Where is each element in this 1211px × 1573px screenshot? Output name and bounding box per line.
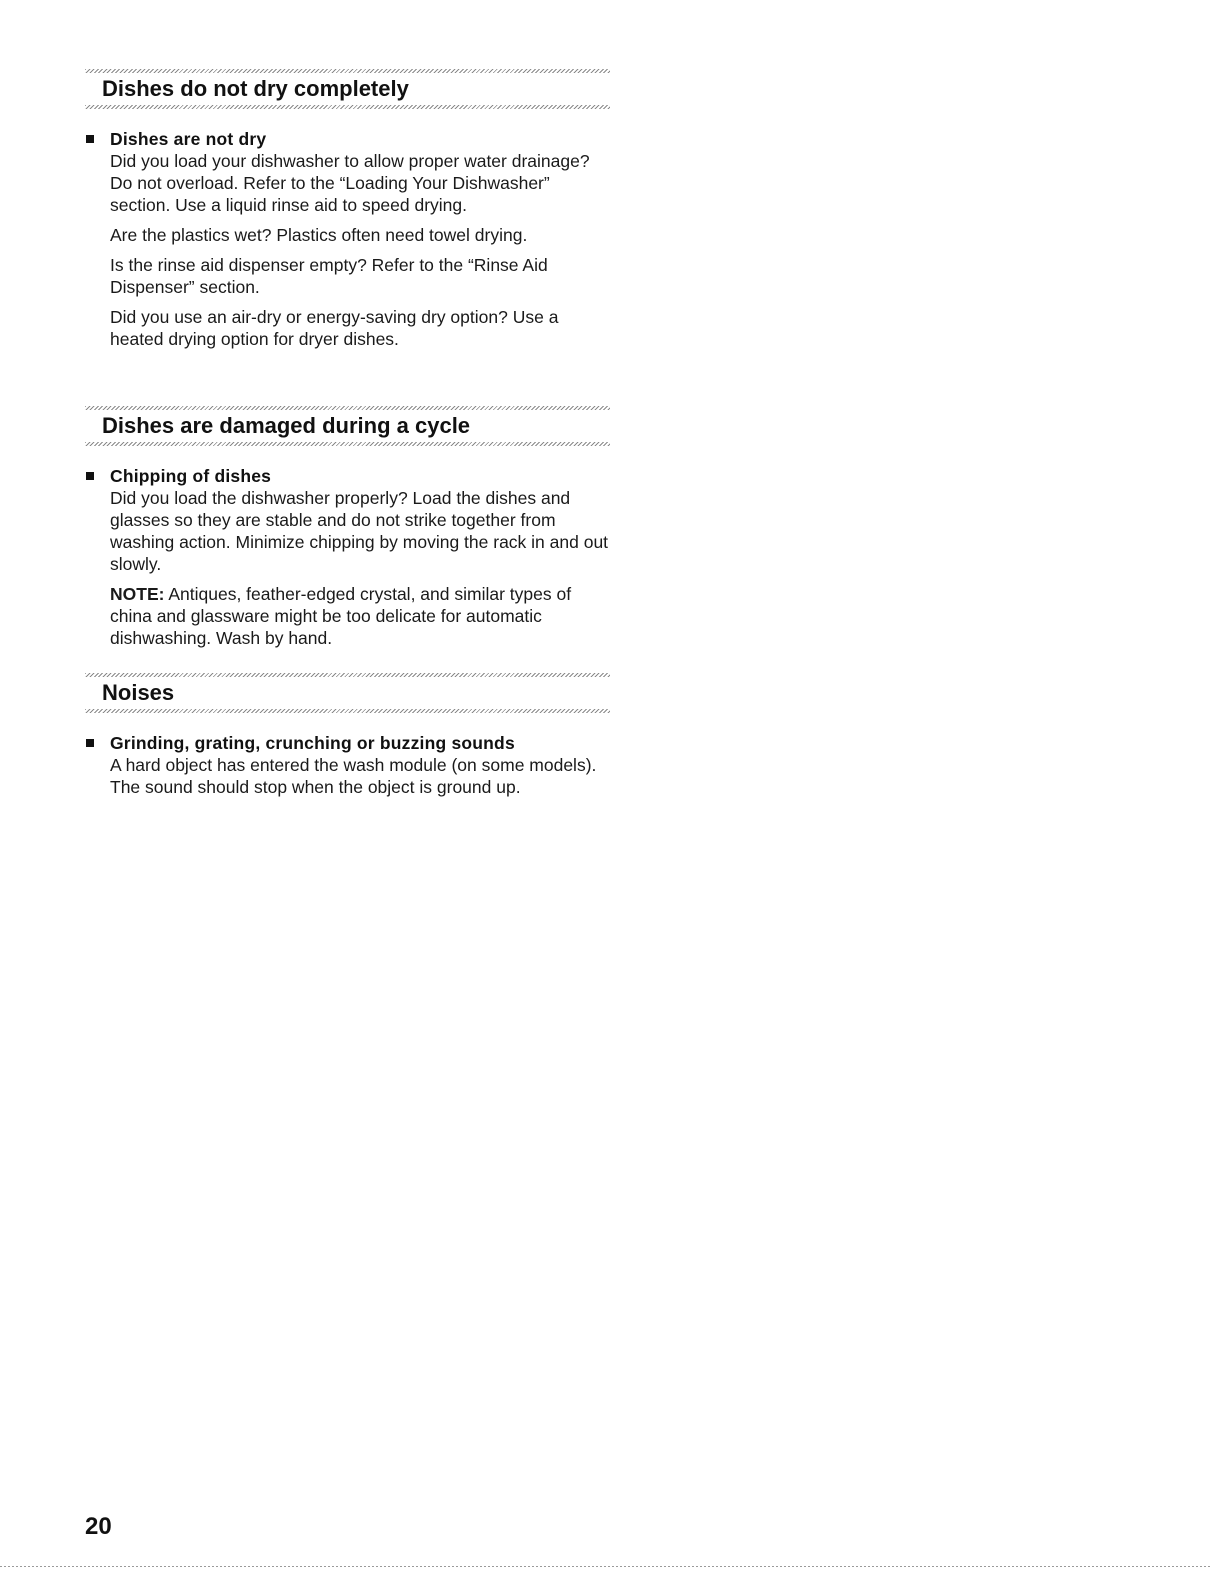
section-bottom-rule bbox=[85, 442, 610, 446]
item-paragraph: Are the plastics wet? Plastics often need towel drying. bbox=[110, 225, 528, 245]
item-title: Chipping of dishes bbox=[110, 466, 272, 486]
section-top-rule bbox=[85, 69, 610, 73]
section-bottom-rule bbox=[85, 105, 610, 109]
section-top-rule bbox=[85, 673, 610, 677]
section-top-rule bbox=[85, 406, 610, 410]
section-noises bbox=[85, 673, 610, 806]
note-text: Antiques, feather-edged crystal, and similar types of china and glassware might be too delicate for automatic dishwashing. Wash by hand. bbox=[110, 584, 572, 648]
troubleshooting-item bbox=[85, 128, 610, 350]
page-number: 20 bbox=[85, 1513, 112, 1540]
note-paragraph bbox=[110, 583, 610, 649]
section-dishes-damaged bbox=[85, 406, 610, 657]
section-heading: Noises bbox=[102, 680, 175, 705]
item-paragraph: Did you load the dishwasher properly? Load the dishes and glasses so they are stable and do not strike together from washing action. Minimize chipping by moving the rack in and out slowly. bbox=[110, 488, 609, 574]
troubleshooting-item bbox=[85, 732, 610, 798]
item-paragraph: Did you use an air-dry or energy-saving dry option? Use a heated drying option for dryer dishes. bbox=[110, 307, 559, 349]
note-label: NOTE: bbox=[110, 584, 165, 604]
square-bullet-icon bbox=[86, 472, 94, 480]
page-bottom-rule bbox=[0, 1566, 1211, 1567]
section-heading: Dishes are damaged during a cycle bbox=[102, 413, 471, 438]
item-paragraph: Is the rinse aid dispenser empty? Refer to the “Rinse Aid Dispenser” section. bbox=[110, 255, 548, 297]
item-title: Grinding, grating, crunching or buzzing sounds bbox=[110, 733, 515, 753]
square-bullet-icon bbox=[86, 739, 94, 747]
troubleshooting-item bbox=[85, 465, 610, 649]
section-heading: Dishes do not dry completely bbox=[102, 76, 409, 101]
item-paragraph: A hard object has entered the wash module (on some models). The sound should stop when the object is ground up. bbox=[110, 755, 597, 797]
item-paragraph: Did you load your dishwasher to allow proper water drainage? Do not overload. Refer to the “Loading Your Dishwasher” section. Use a liquid rinse aid to speed drying. bbox=[110, 151, 590, 215]
item-title: Dishes are not dry bbox=[110, 129, 267, 149]
square-bullet-icon bbox=[86, 135, 94, 143]
section-dishes-not-dry bbox=[85, 69, 610, 358]
section-bottom-rule bbox=[85, 709, 610, 713]
